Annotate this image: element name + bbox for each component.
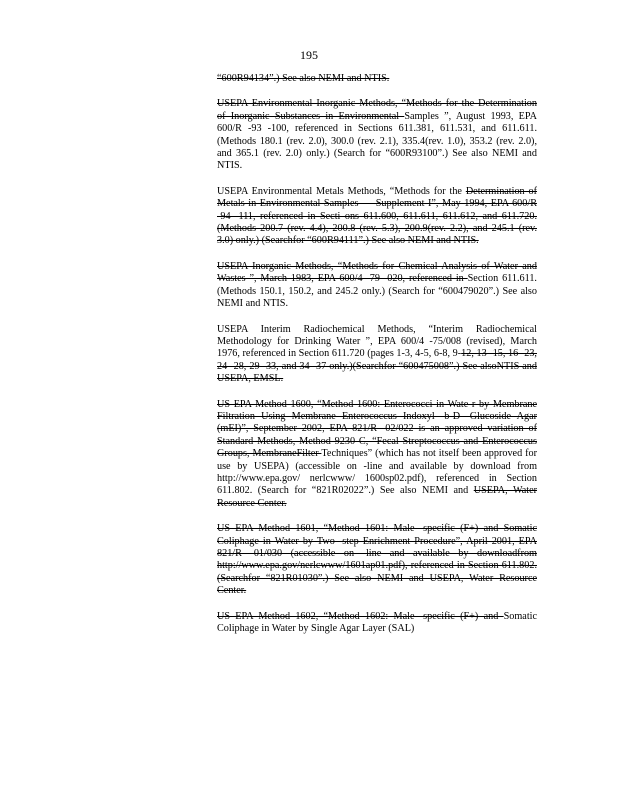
reference-paragraph xyxy=(217,261,537,311)
reference-text: Techniques” (which has not itself been approved for use by USEPA) (accessible on -line and available by download from http://www.epa.gov/ nerlcwww/ 1600sp02.pdf), referenced in Section 611.802. (Search for “821R02022”.) See also NEMI and xyxy=(217,448,537,497)
struck-text: USEPA, Water Resource Center. xyxy=(217,485,538,509)
struck-text: USEPA Inorganic Methods, “Methods for Chemical Analysis of Water and Wastes ”, March 1983, EPA 600/4 -79 -020, referenced in xyxy=(217,260,537,285)
struck-text: USEPA Environmental Inorganic Methods, “Methods for the Determination of Inorganic Substances in Environmental xyxy=(217,98,537,122)
page-number: 195 xyxy=(300,48,318,62)
reference-paragraph xyxy=(217,98,537,172)
reference-paragraph xyxy=(217,399,537,511)
reference-text: Somatic Coliphage in Water by Single Agar Layer (SAL) xyxy=(217,610,537,635)
reference-paragraph xyxy=(217,324,537,386)
struck-text: Determination of Metals in Environmental Samples — Supplement I”, May 1994, EPA 600/R -94 -111, referenced in Secti ons 611.600, 611.611, 611.612, and 611.720. (Methods 200.7 (rev. 4.4), 200.8 (rev. 5.3), 200.9(rev. 2.2), and 245.1 (rev. 3.0) only.) (Searchfor “600R94111”.) See also NEMI and NTIS. xyxy=(217,185,538,247)
reference-paragraph xyxy=(217,611,537,636)
reference-text: Section 611.611. (Methods 150.1, 150.2, and 245.2 only.) (Search for “600479020”.) See also NEMI and NTIS. xyxy=(217,273,537,310)
struck-text: “600R94134”.) See also NEMI and NTIS. xyxy=(217,73,390,84)
reference-paragraph xyxy=(217,73,537,85)
reference-paragraph xyxy=(217,186,537,248)
struck-text: 12, 13 -15, 16 -23, 24 -28, 29 -33, and 34 -37 only.)(Searchfor “600475008”.) See alsoNTIS and USEPA, EMSL. xyxy=(217,348,537,385)
struck-text: US EPA Method 1600, “Method 1600: Enterococci in Wate r by Membrane Filtration Using Membrane Enterococcus Indoxyl -b-D -Glucoside Agar (mEI)”, September 2002, EPA 821/R -02/022 is an approved variation of Standard Methods, Method 9230 C, “Fecal Streptococcus and Enterococcus Groups, MembraneFilter xyxy=(217,398,537,460)
struck-text: US EPA Method 1602, “Method 1602: Male -specific (F+) and xyxy=(217,610,504,622)
references-column xyxy=(217,73,537,648)
reference-text: USEPA Interim Radiochemical Methods, “Interim Radiochemical Methodology for Drinking Water ”, EPA 600/4 -75/008 (revised), March 1976, referenced in Section 611.720 (pages 1-3, 4-5, 6-8, 9- xyxy=(217,323,537,360)
reference-text: USEPA Environmental Metals Methods, “Methods for the xyxy=(217,185,466,197)
reference-paragraph xyxy=(217,523,537,597)
reference-text: Samples ”, August 1993, EPA 600/R -93 -100, referenced in Sections 611.381, 611.531, and 611.611. (Methods 180.1 (rev. 2.0), 300.0 (rev. 2.1), 335.4(rev. 1.0), 353.2 (rev. 2.0), and 365.1 (rev. 2.0) only.) (Search for “600R93100”.) See also NEMI and NTIS. xyxy=(217,110,537,172)
struck-text: US EPA Method 1601, “Method 1601: Male -specific (F+) and Somatic Coliphage in Water by Two -step Enrichment Procedure”, April 2001, EPA 821/R -01/030 (accessible on -line and available by downloadfrom http://www.epa.gov/nerlcwww/1601ap01.pdf), referenced in Section 611.802. (Searchfor “821R01030”.) See also NEMI and USEPA, Water Resource Center. xyxy=(217,523,537,597)
